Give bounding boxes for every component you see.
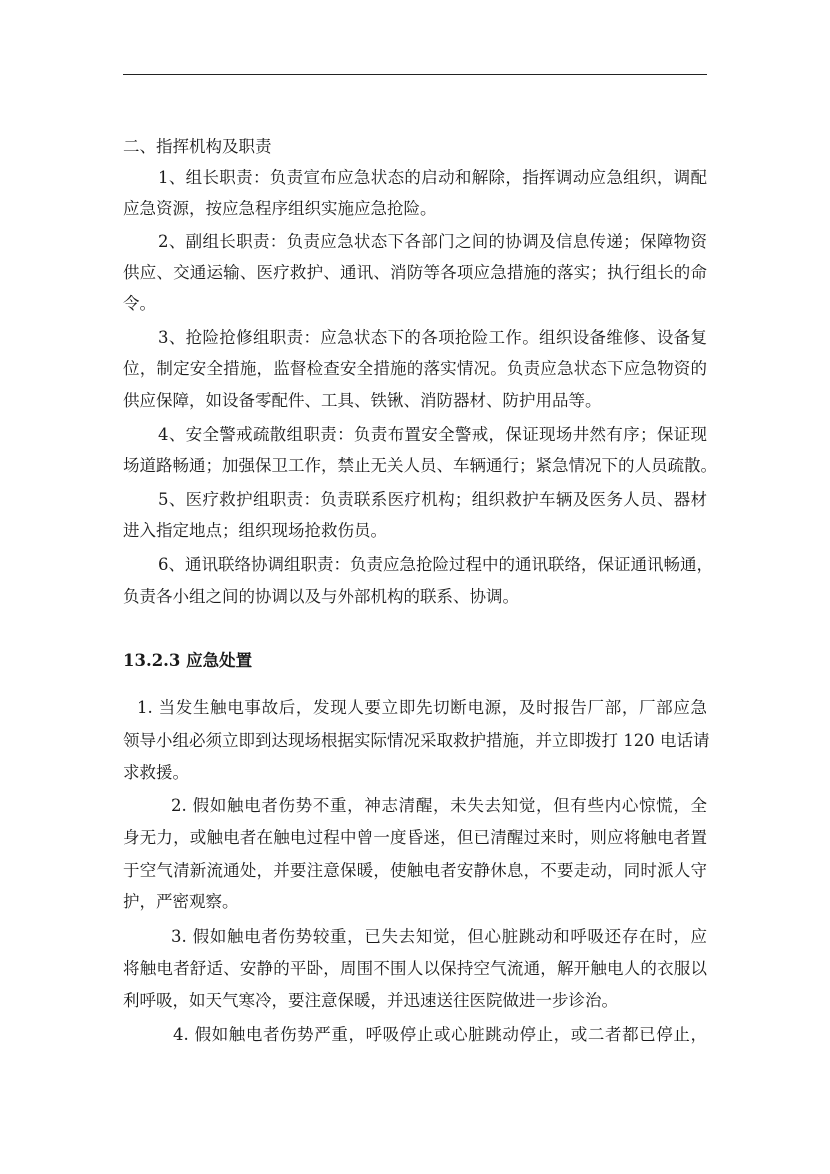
section-title: 二、指挥机构及职责 <box>123 137 272 156</box>
procedure-3-line-2: 将触电者舒适、安静的平卧，周围不围人以保持空气流通，解开触电人的衣服以 <box>123 959 707 978</box>
duty-6-line-1: 6、通讯联络协调组职责：负责应急抢险过程中的通讯联络，保证通讯畅通， <box>158 555 713 574</box>
procedure-1-line-2: 领导小组必须立即到达现场根据实际情况采取救护措施，并立即拨打 120 电话请 <box>123 731 710 750</box>
duty-3-line-2: 位，制定安全措施，监督检查安全措施的落实情况。负责应急状态下应急物资的 <box>123 359 707 378</box>
duty-1-line-2: 应急资源，按应急程序组织实施应急抢险。 <box>123 199 437 218</box>
procedure-2-line-3: 于空气清新流通处，并要注意保暖，使触电者安静休息，不要走动，同时派人守 <box>123 861 707 880</box>
header-rule <box>123 74 707 75</box>
procedure-1-line-3: 求救援。 <box>123 763 189 782</box>
procedure-2-line-1: 2. 假如触电者伤势不重，神志清醒，未失去知觉，但有些内心惊慌，全 <box>171 796 707 815</box>
procedure-2-line-4: 护，严密观察。 <box>123 892 239 911</box>
procedure-4-line-1: 4. 假如触电者伤势严重，呼吸停止或心脏跳动停止，或二者都已停止， <box>173 1025 707 1044</box>
procedure-2-line-2: 身无力，或触电者在触电过程中曾一度昏迷，但已清醒过来时，则应将触电者置 <box>123 828 707 847</box>
duty-3-line-3: 供应保障，如设备零配件、工具、铁锹、消防器材、防护用品等。 <box>123 391 602 410</box>
duty-5-line-1: 5、医疗救护组职责：负责联系医疗机构；组织救护车辆及医务人员、器材 <box>158 490 707 509</box>
procedure-3-line-3: 利呼吸，如天气寒冷，要注意保暖，并迅速送往医院做进一步诊治。 <box>123 991 618 1010</box>
duty-2-line-3: 令。 <box>123 294 156 313</box>
duty-2-line-1: 2、副组长职责：负责应急状态下各部门之间的协调及信息传递；保障物资 <box>158 232 707 251</box>
procedure-3-line-1: 3. 假如触电者伤势较重，已失去知觉，但心脏跳动和呼吸还存在时，应 <box>171 927 707 946</box>
procedure-1-line-1: 1. 当发生触电事故后，发现人要立即先切断电源，及时报告厂部，厂部应急 <box>137 698 707 717</box>
subsection-title: 13.2.3 应急处置 <box>123 651 253 670</box>
duty-4-line-1: 4、安全警戒疏散组职责：负责布置安全警戒，保证现场井然有序；保证现 <box>158 425 707 444</box>
duty-6-line-2: 负责各小组之间的协调以及与外部机构的联系、协调。 <box>123 587 519 606</box>
duty-2-line-2: 供应、交通运输、医疗救护、通讯、消防等各项应急措施的落实；执行组长的命 <box>123 263 707 282</box>
duty-1-line-1: 1、组长职责：负责宣布应急状态的启动和解除，指挥调动应急组织，调配 <box>158 168 707 187</box>
duty-5-line-2: 进入指定地点；组织现场抢救伤员。 <box>123 521 387 540</box>
duty-3-line-1: 3、抢险抢修组职责：应急状态下的各项抢险工作。组织设备维修、设备复 <box>158 328 707 347</box>
duty-4-line-2: 场道路畅通；加强保卫工作，禁止无关人员、车辆通行；紧急情况下的人员疏散。 <box>123 456 717 475</box>
